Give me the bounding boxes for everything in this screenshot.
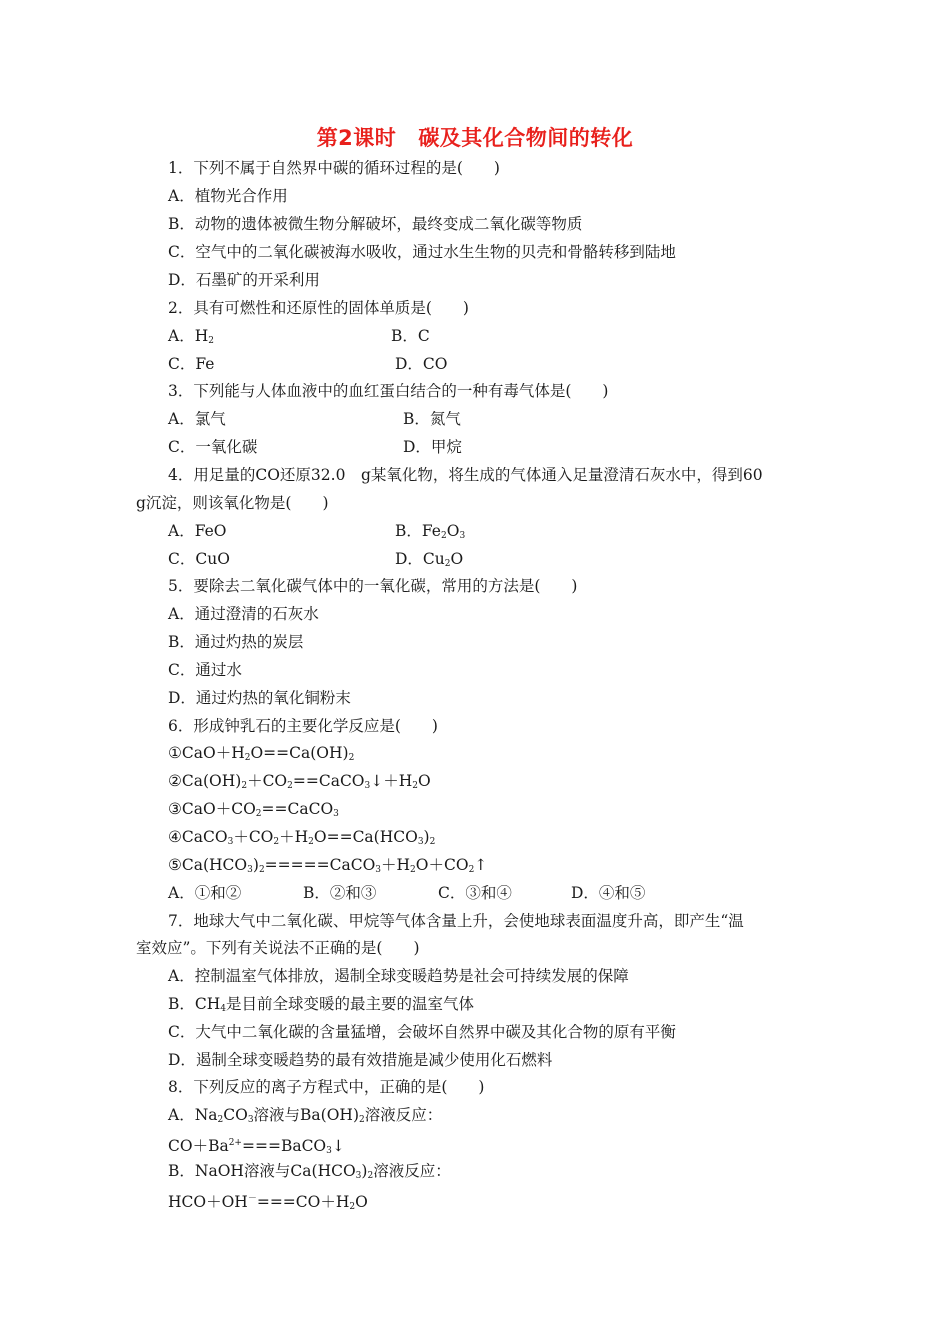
q6-reaction-3: $③CaO+CO_2==CaCO_3$ (168, 800, 339, 819)
q6-reaction-5: $⑤Ca(HCO_3)_2=====CaCO_3+H_2O+CO_2↑$ (168, 856, 488, 875)
q7-stem-line2: 室效应”。下列有关说法不正确的是( ) (136, 939, 420, 957)
q6-stem: 6．形成钟乳石的主要化学反应是( ) (168, 717, 438, 735)
q4-option-c: C．CuO (168, 550, 230, 568)
lesson-topic: 碳及其化合物间的转化 (418, 126, 634, 150)
page-title (0, 122, 950, 152)
q5-option-d: D．通过灼热的氧化铜粉末 (168, 689, 351, 707)
q5-option-c: C．通过水 (168, 661, 242, 679)
q8-option-b: B．NaOH溶液与$Ca(HCO_3)_2$溶液反应： (168, 1162, 451, 1181)
q1-option-a: A．植物光合作用 (168, 187, 288, 205)
q4-option-d: D．$Cu_2O$ (395, 550, 464, 569)
q6-reaction-2: $②Ca(OH)_2+CO_2==CaCO_3↓+H_2O$ (168, 772, 431, 791)
q2-option-c: C．Fe (168, 355, 215, 373)
q4-stem-line1: 4．用足量的CO还原32.0 g某氧化物，将生成的气体通入足量澄清石灰水中，得到60 (168, 466, 763, 484)
q7-option-b: B．$CH_4$是目前全球变暖的最主要的温室气体 (168, 995, 475, 1014)
q3-option-d: D．甲烷 (403, 438, 462, 456)
q1-option-d: D．石墨矿的开采利用 (168, 271, 320, 289)
q4-option-b: B．$Fe_2O_3$ (395, 522, 466, 541)
q6-option-d: D．④和⑤ (571, 884, 646, 902)
q2-option-a: A．$H_2$ (168, 327, 214, 346)
q3-option-b: B．氮气 (403, 410, 461, 428)
q5-stem: 5．要除去二氧化碳气体中的一氧化碳，常用的方法是( ) (168, 577, 578, 595)
q1-option-b: B．动物的遗体被微生物分解破坏，最终变成二氧化碳等物质 (168, 215, 583, 233)
q7-stem-line1: 7．地球大气中二氧化碳、甲烷等气体含量上升，会使地球表面温度升高，即产生“温 (168, 912, 744, 930)
q8-option-b-equation: $HCO+OH^-===CO+H_2O$ (168, 1193, 368, 1212)
q6-option-a: A．①和② (168, 884, 242, 902)
q3-stem: 3．下列能与人体血液中的血红蛋白结合的一种有毒气体是( ) (168, 382, 609, 400)
q6-reaction-4: $④CaCO_3+CO_2+H_2O==Ca(HCO_3)_2$ (168, 828, 436, 847)
q4-stem-line2: g沉淀，则该氧化物是( ) (136, 494, 329, 512)
q2-stem: 2．具有可燃性和还原性的固体单质是( ) (168, 299, 469, 317)
q5-option-b: B．通过灼热的炭层 (168, 633, 304, 651)
q4-option-a: A．FeO (168, 522, 227, 540)
q2-option-b: B．C (391, 327, 430, 345)
q6-option-b: B．②和③ (303, 884, 377, 902)
q5-option-a: A．通过澄清的石灰水 (168, 605, 319, 623)
q8-option-a: A．$Na_2CO_3$溶液与$Ba(OH)_2$溶液反应： (168, 1106, 443, 1125)
q2-option-d: D．CO (395, 355, 448, 373)
q8-stem: 8．下列反应的离子方程式中，正确的是( ) (168, 1078, 485, 1096)
q7-option-a: A．控制温室气体排放，遏制全球变暖趋势是社会可持续发展的保障 (168, 967, 629, 985)
q6-reaction-1: $①CaO+H_2O==Ca(OH)_2$ (168, 744, 355, 763)
q3-option-c: C．一氧化碳 (168, 438, 258, 456)
q8-option-a-equation: $CO+Ba^{2+}===BaCO_3↓$ (168, 1137, 345, 1156)
lesson-label: 第2课时 (316, 126, 397, 150)
q1-option-c: C．空气中的二氧化碳被海水吸收，通过水生生物的贝壳和骨骼转移到陆地 (168, 243, 676, 261)
q6-option-c: C．③和④ (438, 884, 512, 902)
q7-option-c: C．大气中二氧化碳的含量猛增，会破坏自然界中碳及其化合物的原有平衡 (168, 1023, 676, 1041)
q1-stem: 1．下列不属于自然界中碳的循环过程的是( ) (168, 159, 500, 177)
q7-option-d: D．遏制全球变暖趋势的最有效措施是减少使用化石燃料 (168, 1051, 553, 1069)
q3-option-a: A．氯气 (168, 410, 226, 428)
